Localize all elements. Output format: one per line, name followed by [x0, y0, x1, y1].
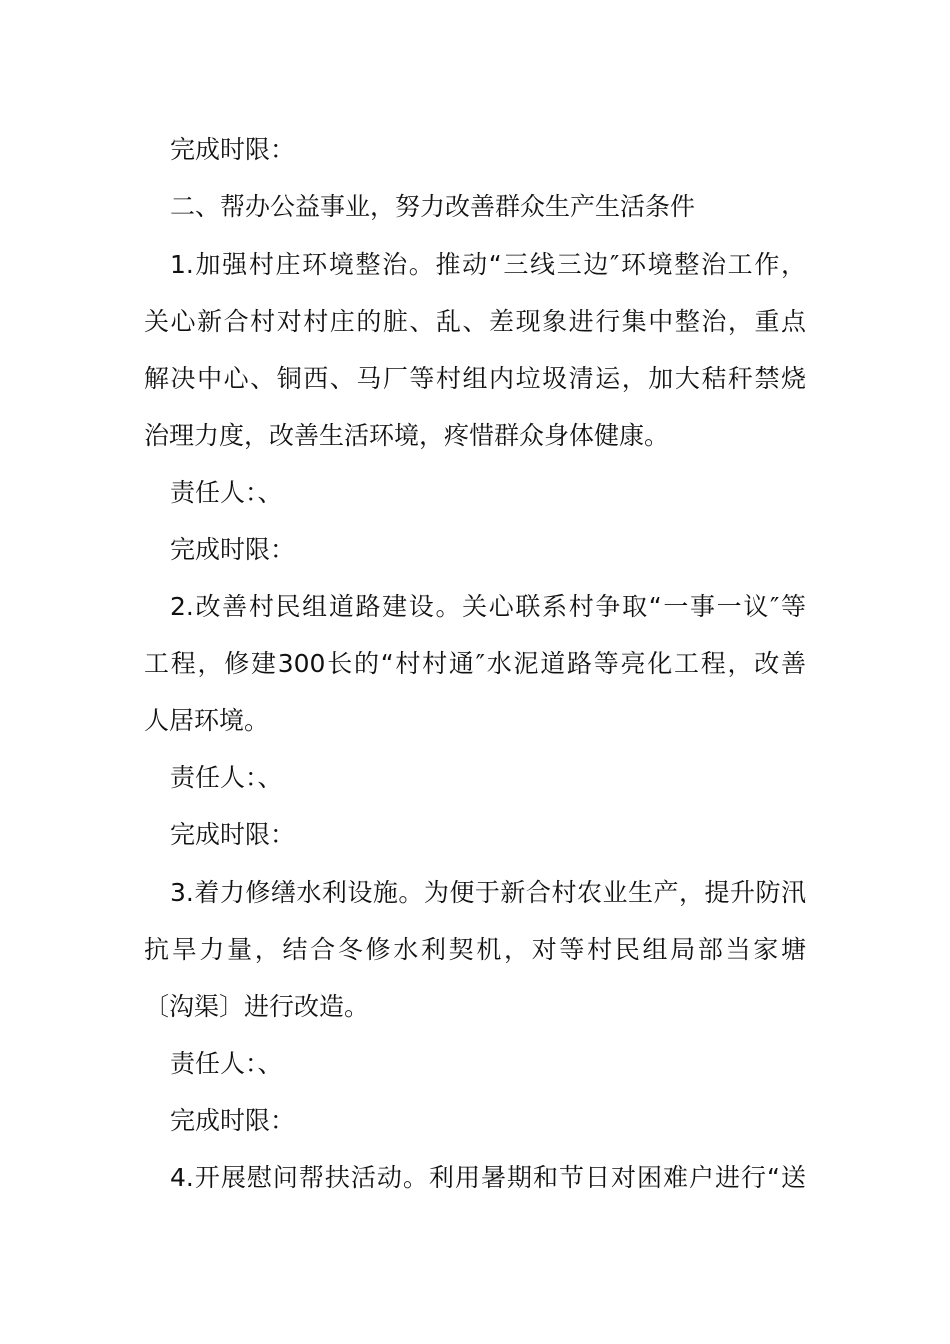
paragraph-2-line-1: 2.改善村民组道路建设。关心联系村争取“一事一议″等: [170, 592, 806, 621]
responsible-label-1: 责任人：、: [170, 478, 283, 507]
paragraph-1-line-3: 解决中心、铜西、马厂等村组内垃圾清运，加大秸秆禁烧: [144, 364, 806, 393]
deadline-label-4: 完成时限：: [170, 1106, 296, 1135]
deadline-label-1: 完成时限：: [170, 135, 296, 164]
deadline-label-3: 完成时限：: [170, 820, 296, 849]
paragraph-3-line-3: 〔沟渠〕进行改造。: [144, 992, 370, 1021]
paragraph-3-line-1: 3.着力修缮水利设施。为便于新合村农业生产，提升防汛: [170, 878, 806, 907]
paragraph-1-line-1: 1.加强村庄环境整治。推动“三线三边″环境整治工作，: [170, 250, 806, 279]
paragraph-2-line-2: 工程，修建300长的“村村通″水泥道路等亮化工程，改善: [144, 649, 806, 678]
section-heading: 二、帮办公益事业，努力改善群众生产生活条件: [170, 192, 696, 221]
paragraph-1-line-4: 治理力度，改善生活环境，疼惜群众身体健康。: [144, 421, 670, 450]
deadline-label-2: 完成时限：: [170, 535, 296, 564]
responsible-label-2: 责任人：、: [170, 763, 283, 792]
paragraph-4-line-1: 4.开展慰问帮扶活动。利用暑期和节日对困难户进行“送: [170, 1163, 806, 1192]
paragraph-1-line-2: 关心新合村对村庄的脏、乱、差现象进行集中整治，重点: [144, 307, 806, 336]
paragraph-3-line-2: 抗旱力量，结合冬修水利契机，对等村民组局部当家塘: [144, 935, 806, 964]
responsible-label-3: 责任人：、: [170, 1049, 283, 1078]
paragraph-2-line-3: 人居环境。: [144, 706, 270, 735]
